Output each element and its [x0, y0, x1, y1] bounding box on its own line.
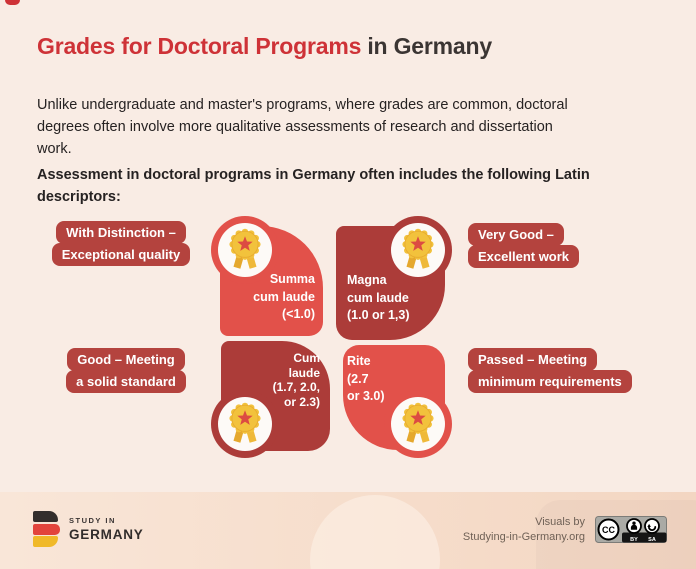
- flag-bar-black: [33, 511, 58, 522]
- subheading: [37, 164, 667, 208]
- descriptor-line: Passed – Meeting: [468, 348, 597, 371]
- descriptor-line: minimum requirements: [468, 370, 632, 393]
- latin-line: or 2.3): [283, 394, 320, 409]
- credit-line: Visuals by: [535, 516, 585, 528]
- page-title-rest: in Germany: [361, 33, 492, 60]
- flag-bar-gold: [33, 536, 58, 547]
- cc-sa-label: SA: [648, 536, 656, 543]
- page-title-highlight: Grades for Doctoral Programs: [37, 33, 362, 60]
- brand-text: [69, 516, 144, 542]
- descriptor-line: Very Good –: [468, 223, 564, 246]
- intro-line: work.: [37, 140, 72, 157]
- medal-rosette-icon: [399, 401, 437, 447]
- study-in-germany-logo: [33, 511, 144, 547]
- corner-decoration: [5, 0, 20, 5]
- petal-label-cum-laude: [220, 351, 320, 409]
- subheading-line: descriptors:: [37, 188, 121, 205]
- latin-line: cum laude: [347, 290, 409, 305]
- intro-line: degrees often involve more qualitative assessments of research and dissertation: [37, 118, 553, 135]
- brand-line-bottom: GERMANY: [69, 527, 144, 542]
- descriptor-pill-very-good: [468, 223, 579, 268]
- latin-line: (<1.0): [281, 307, 315, 321]
- footer-decoration-circle: [310, 495, 440, 569]
- cc-by-icon: [627, 519, 641, 533]
- medal-circle: [391, 223, 445, 277]
- latin-line: Rite: [347, 354, 371, 368]
- credit-line: Studying-in-Germany.org: [462, 531, 585, 543]
- medal-circle: [218, 223, 272, 277]
- footer-band: [0, 492, 696, 569]
- cc-by-sa-badge: [595, 516, 667, 548]
- petal-label-magna: [347, 272, 442, 325]
- descriptor-pill-with-distinction: [40, 221, 202, 266]
- latin-line: cum laude: [253, 289, 315, 304]
- latin-line: Cum: [293, 351, 320, 365]
- cc-sa-icon: [645, 519, 659, 533]
- intro-paragraph: [37, 94, 667, 160]
- latin-line: laude: [288, 365, 320, 380]
- flag-bar-red: [33, 524, 60, 535]
- descriptor-line: Good – Meeting: [67, 348, 185, 371]
- cc-license-icon: [595, 516, 667, 543]
- petal-label-summa: [220, 271, 315, 324]
- descriptor-line: Exceptional quality: [52, 243, 190, 266]
- latin-line: (1.0 or 1,3): [347, 308, 410, 322]
- descriptor-line: Excellent work: [468, 245, 579, 268]
- cc-by-label: BY: [630, 536, 638, 543]
- page-title: [37, 33, 492, 60]
- medal-rosette-icon: [226, 227, 264, 273]
- petal-label-rite: [347, 353, 439, 406]
- latin-line: Summa: [269, 272, 315, 286]
- latin-line: (2.7: [347, 371, 369, 386]
- descriptor-pill-passed: [468, 348, 632, 393]
- latin-line: (1.7, 2.0,: [272, 380, 320, 394]
- subheading-line: Assessment in doctoral programs in Germany often includes the following Latin: [37, 166, 590, 183]
- descriptor-pill-good: [52, 348, 200, 393]
- descriptor-line: a solid standard: [66, 370, 186, 393]
- medal-rosette-icon: [399, 227, 437, 273]
- latin-line: or 3.0): [347, 389, 385, 403]
- descriptor-line: With Distinction –: [56, 221, 186, 244]
- brand-line-top: STUDY IN: [69, 516, 116, 525]
- germany-flag-icon: [33, 511, 60, 547]
- intro-line: Unlike undergraduate and master's programs, where grades are common, doctoral: [37, 96, 568, 113]
- cc-logo-label: CC: [602, 525, 615, 535]
- credit-text: [463, 515, 585, 545]
- latin-line: Magna: [347, 273, 387, 287]
